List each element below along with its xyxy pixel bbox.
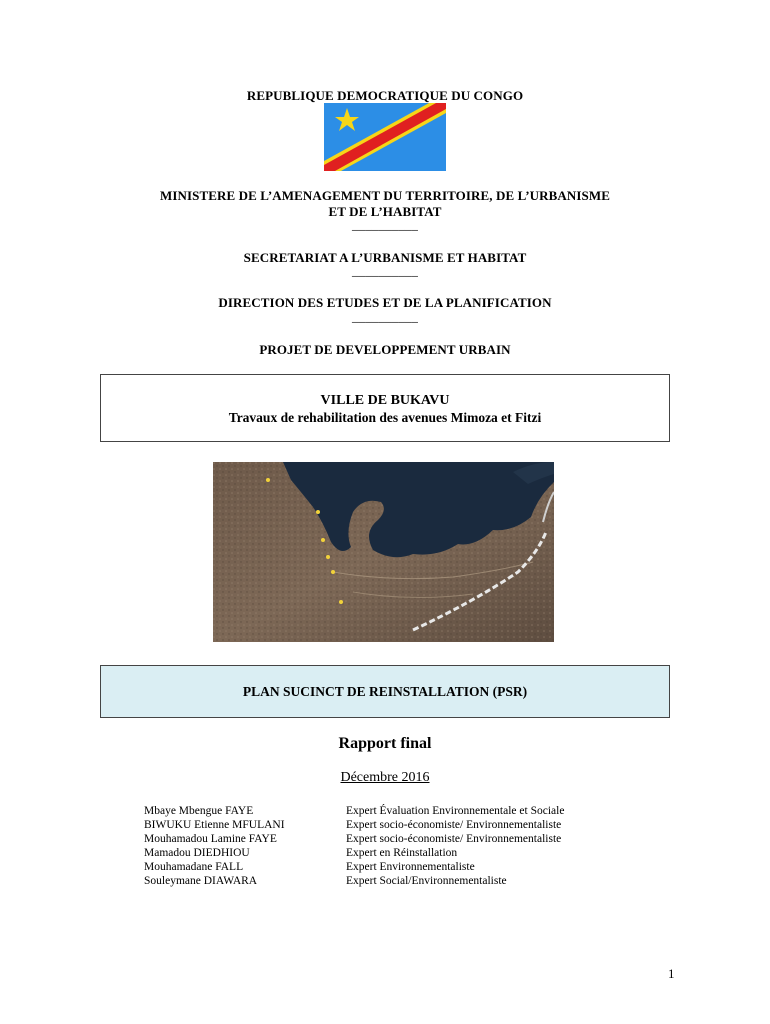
ministry-line-2: ET DE L’HABITAT — [328, 204, 442, 219]
author-row — [144, 846, 644, 860]
author-name: Mouhamadou Lamine FAYE — [144, 833, 277, 845]
country-title: REPUBLIQUE DEMOCRATIQUE DU CONGO — [246, 88, 524, 103]
author-row — [144, 874, 644, 888]
author-name: Souleymane DIAWARA — [144, 875, 258, 887]
author-name: Mbaye Mbengue FAYE — [144, 805, 254, 817]
direction-title: DIRECTION DES ETUDES ET DE LA PLANIFICATION — [218, 295, 552, 310]
author-role: Expert Évaluation Environnementale et Sociale — [346, 805, 565, 817]
city-name: VILLE DE BUKAVU — [320, 393, 450, 408]
page-number: 1 — [668, 966, 675, 981]
author-role: Expert en Réinstallation — [346, 847, 458, 859]
author-name: Mamadou DIEDHIOU — [144, 847, 250, 859]
separator-1: __________ — [352, 217, 418, 232]
author-row — [144, 804, 644, 818]
author-name: BIWUKU Etienne MFULANI — [144, 819, 285, 831]
author-role: Expert Social/Environnementaliste — [346, 875, 507, 887]
author-row — [144, 860, 644, 874]
author-role: Expert Environnementaliste — [346, 861, 475, 873]
satellite-image — [213, 462, 554, 642]
author-row — [144, 818, 644, 832]
author-name: Mouhamadane FALL — [144, 861, 244, 873]
report-date: Décembre 2016 — [340, 770, 430, 785]
drc-flag-image — [324, 103, 446, 171]
author-role: Expert socio-économiste/ Environnementaliste — [346, 833, 562, 845]
report-title: Rapport final — [338, 735, 432, 752]
author-row — [144, 832, 644, 846]
ministry-line-1: MINISTERE DE L’AMENAGEMENT DU TERRITOIRE, DE L’URBANISME — [160, 188, 610, 203]
works-subtitle: Travaux de rehabilitation des avenues Mimoza et Fitzi — [228, 410, 542, 425]
project-title: PROJET DE DEVELOPPEMENT URBAIN — [259, 342, 511, 357]
plan-title: PLAN SUCINCT DE REINSTALLATION (PSR) — [242, 684, 528, 699]
author-role: Expert socio-économiste/ Environnementaliste — [346, 819, 562, 831]
separator-2: __________ — [352, 263, 418, 278]
secretariat-title: SECRETARIAT A L’URBANISME ET HABITAT — [243, 250, 527, 265]
plan-box — [100, 665, 670, 718]
city-box — [100, 374, 670, 442]
separator-3: __________ — [352, 309, 418, 324]
authors-list — [144, 804, 644, 888]
